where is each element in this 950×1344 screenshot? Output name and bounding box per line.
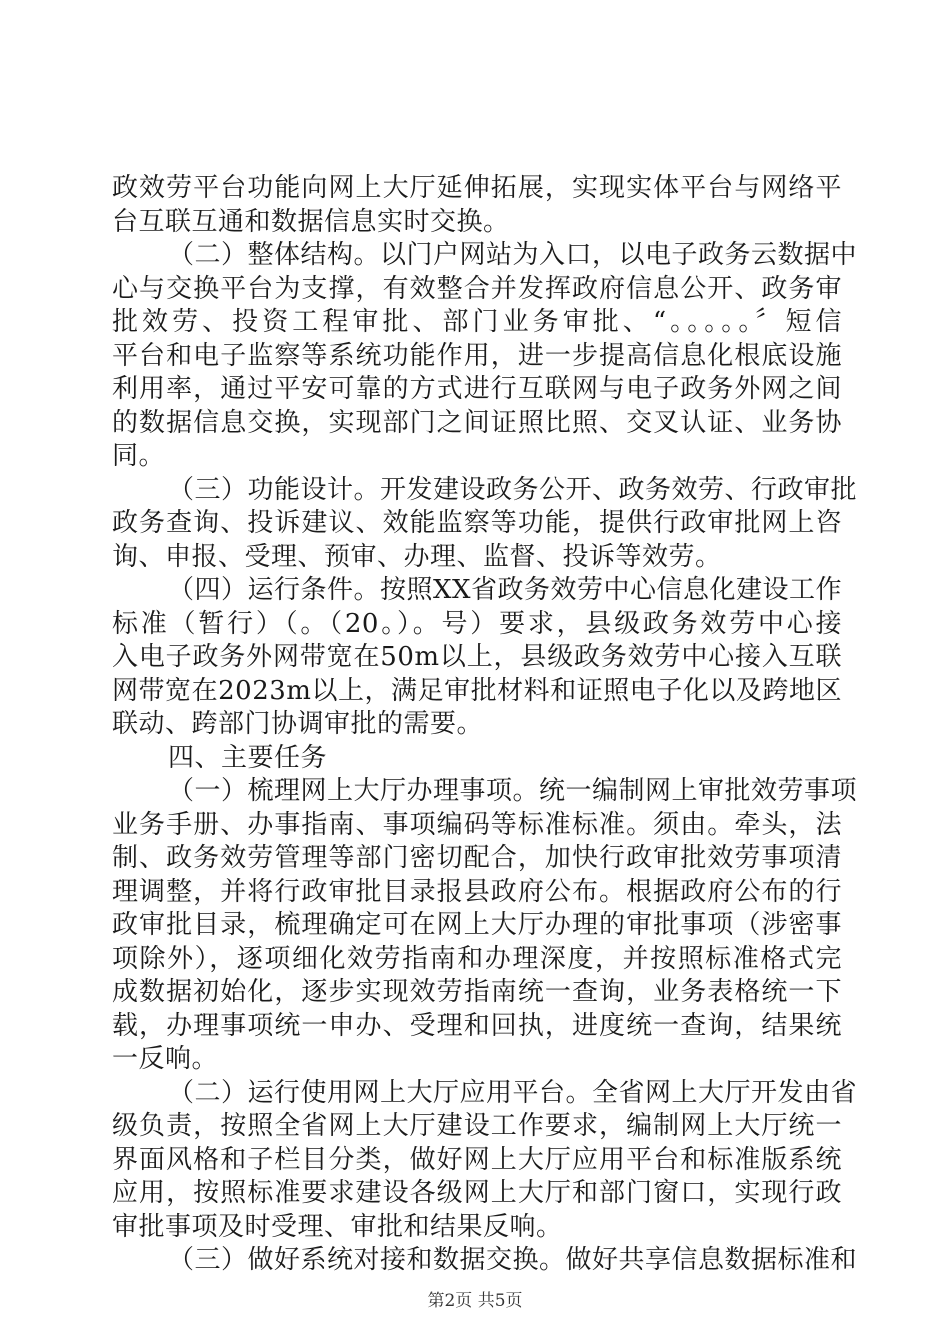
text-line: 台互联互通和数据信息实时交换。 bbox=[112, 206, 510, 237]
document-body bbox=[112, 172, 858, 1278]
text-line: 网带宽在2023m以上，满足审批材料和证照电子化以及跨地区 bbox=[112, 675, 842, 706]
text-line: 同。 bbox=[112, 441, 166, 471]
text-line: 心与交换平台为支撑，有效整合并发挥政府信息公开、政务审 bbox=[112, 273, 842, 304]
text-line: 联动、跨部门协调审批的需要。 bbox=[112, 709, 484, 739]
text-line: 平台和电子监察等系统功能作用，进一步提高信息化根底设施 bbox=[112, 340, 842, 371]
paragraph-first-line: （二）整体结构。以门户网站为入口，以电子政务云数据中 bbox=[168, 240, 858, 270]
text-line: 政务查询、投诉建议、效能监察等功能，提供行政审批网上咨 bbox=[112, 508, 842, 538]
text-line: 询、申报、受理、预审、办理、监督、投诉等效劳。 bbox=[112, 541, 722, 572]
paragraph-first-line: （二）运行使用网上大厅应用平台。全省网上大厅开发由省 bbox=[168, 1077, 858, 1108]
paragraph-first-line: （一）梳理网上大厅办理事项。统一编制网上审批效劳事项 bbox=[168, 776, 858, 806]
text-line: 入电子政务外网带宽在50m以上，县级政务效劳中心接入互联 bbox=[112, 642, 842, 672]
text-line: 制、政务效劳管理等部门密切配合，加快行政审批效劳事项清 bbox=[112, 843, 842, 873]
text-line: 界面风格和子栏目分类，做好网上大厅应用平台和标准版系统 bbox=[112, 1144, 842, 1175]
text-line: 利用率，通过平安可靠的方式进行互联网与电子政务外网之间 bbox=[112, 374, 842, 404]
paragraph-first-line: （三）功能设计。开发建设政务公开、政务效劳、行政审批 bbox=[168, 474, 858, 505]
paragraph-first-line: （四）运行条件。按照XX省政务效劳中心信息化建设工作 bbox=[168, 575, 843, 605]
text-line: 标准（暂行）（。（20。）。号）要求，县级政务效劳中心接 bbox=[112, 608, 842, 639]
text-line: 政效劳平台功能向网上大厅延伸拓展，实现实体平台与网络平 bbox=[112, 173, 842, 203]
text-line: 政审批目录，梳理确定可在网上大厅办理的审批事项（涉密事 bbox=[112, 910, 842, 940]
text-line: 的数据信息交换，实现部门之间证照比照、交叉认证、业务协 bbox=[112, 407, 842, 438]
text-line: 理调整，并将行政审批目录报县政府公布。根据政府公布的行 bbox=[112, 876, 842, 907]
text-line: 应用，按照标准要求建设各级网上大厅和部门窗口，实现行政 bbox=[112, 1178, 842, 1208]
text-line: 一反响。 bbox=[112, 1044, 219, 1074]
text-line: 审批事项及时受理、审批和结果反响。 bbox=[112, 1211, 563, 1242]
paragraph-first-line: 四、主要任务 bbox=[168, 742, 328, 773]
page-footer: 第2页 共5页 bbox=[427, 1291, 523, 1311]
text-line: 项除外），逐项细化效劳指南和办理深度，并按照标准格式完 bbox=[112, 943, 842, 974]
paragraph-first-line: （三）做好系统对接和数据交换。做好共享信息数据标准和 bbox=[168, 1245, 858, 1275]
text-line: 载，办理事项统一申办、受理和回执，进度统一查询，结果统 bbox=[112, 1010, 842, 1041]
text-line: 业务手册、办事指南、事项编码等标准标准。须由。牵头，法 bbox=[112, 809, 842, 840]
text-line: 成数据初始化，逐步实现效劳指南统一查询，业务表格统一下 bbox=[112, 977, 842, 1007]
text-line: 级负责，按照全省网上大厅建设工作要求，编制网上大厅统一 bbox=[112, 1111, 842, 1141]
text-line: 批效劳、投资工程审批、部门业务审批、“。。。。。〞短信 bbox=[112, 307, 842, 337]
